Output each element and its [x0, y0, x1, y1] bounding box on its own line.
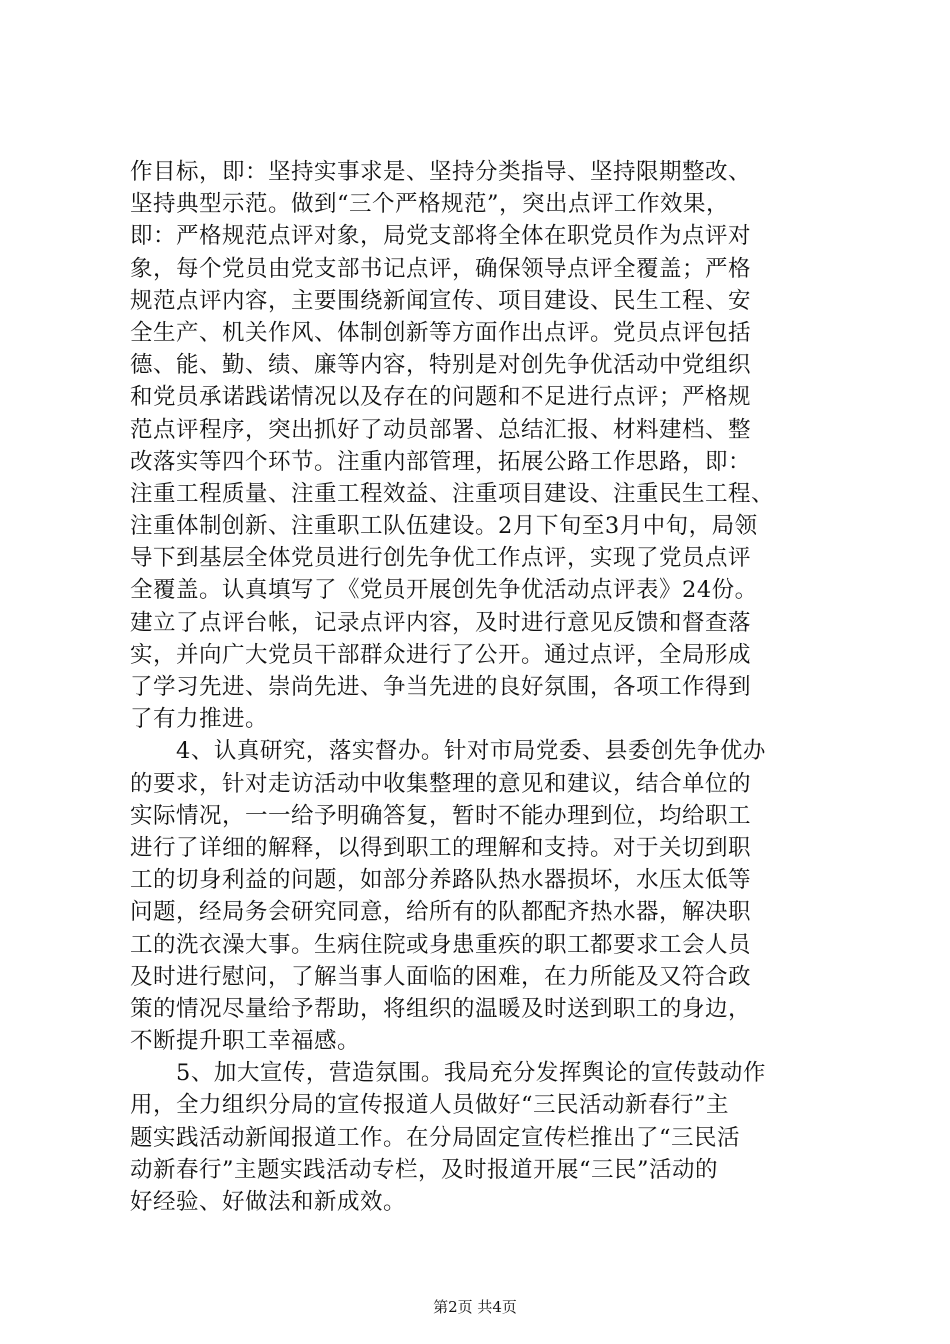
text-line: 注重工程质量、注重工程效益、注重项目建设、注重民生工程、	[130, 480, 775, 507]
text-line: 实际情况，一一给予明确答复，暂时不能办理到位，均给职工	[130, 802, 752, 829]
text-line: 实，并向广大党员干部群众进行了公开。通过点评，全局形成	[130, 641, 752, 668]
text-line: 了学习先进、崇尚先进、争当先进的良好氛围，各项工作得到	[130, 674, 752, 700]
text-line: 工的洗衣澡大事。生病住院或身患重疾的职工都要求工会人员	[130, 931, 752, 958]
text-line: 了有力推进。	[130, 706, 269, 733]
page-footer: 第2页 共4页	[433, 1298, 517, 1316]
text-line: 范点评程序，突出抓好了动员部署、总结汇报、材料建档、整	[130, 416, 752, 443]
text-line: 好经验、好做法和新成效。	[130, 1189, 407, 1215]
text-line: 和党员承诺践诺情况以及存在的问题和不足进行点评；严格规	[130, 384, 752, 411]
text-line: 改落实等四个环节。注重内部管理，拓展公路工作思路，即：	[130, 448, 752, 475]
text-line: 5、加大宣传，营造氛围。我局充分发挥舆论的宣传鼓动作	[130, 1060, 766, 1087]
text-line: 进行了详细的解释，以得到职工的理解和支持。对于关切到职	[130, 834, 752, 861]
text-line: 用，全力组织分局的宣传报道人员做好“三民活动新春行”主	[130, 1092, 730, 1119]
text-line: 不断提升职工幸福感。	[130, 1028, 361, 1055]
text-line: 及时进行慰问，了解当事人面临的困难，在力所能及又符合政	[130, 963, 752, 990]
text-line: 即：严格规范点评对象，局党支部将全体在职党员作为点评对	[130, 223, 752, 250]
text-line: 坚持典型示范。做到“三个严格规范”，突出点评工作效果，	[130, 191, 730, 218]
text-line: 题实践活动新闻报道工作。在分局固定宣传栏推出了“三民活	[130, 1124, 741, 1151]
text-line: 全覆盖。认真填写了《党员开展创先争优活动点评表》24份。	[130, 577, 758, 604]
text-line: 策的情况尽量给予帮助，将组织的温暖及时送到职工的身边，	[130, 995, 752, 1022]
text-line: 工的切身利益的问题，如部分养路队热水器损坏，水压太低等	[130, 867, 752, 894]
text-line: 的要求，针对走访活动中收集整理的意见和建议，结合单位的	[130, 770, 752, 797]
text-line: 作目标，即：坚持实事求是、坚持分类指导、坚持限期整改、	[130, 159, 752, 185]
text-line: 规范点评内容，主要围绕新闻宣传、项目建设、民生工程、安	[130, 287, 752, 314]
text-line: 德、能、勤、绩、廉等内容，特别是对创先争优活动中党组织	[130, 352, 752, 379]
text-line: 导下到基层全体党员进行创先争优工作点评，实现了党员点评	[130, 545, 752, 572]
text-line: 全生产、机关作风、体制创新等方面作出点评。党员点评包括	[130, 319, 752, 346]
text-line: 建立了点评台帐，记录点评内容，及时进行意见反馈和督查落	[130, 609, 752, 636]
text-line: 动新春行”主题实践活动专栏，及时报道开展“三民”活动的	[130, 1156, 719, 1183]
text-line: 象，每个党员由党支部书记点评，确保领导点评全覆盖；严格	[130, 255, 752, 282]
text-line: 4、认真研究，落实督办。针对市局党委、县委创先争优办	[130, 738, 766, 765]
text-line: 注重体制创新、注重职工队伍建设。2月下旬至3月中旬，局领	[130, 513, 758, 540]
text-line: 问题，经局务会研究同意，给所有的队都配齐热水器，解决职	[130, 899, 752, 926]
document-body	[130, 156, 835, 1218]
